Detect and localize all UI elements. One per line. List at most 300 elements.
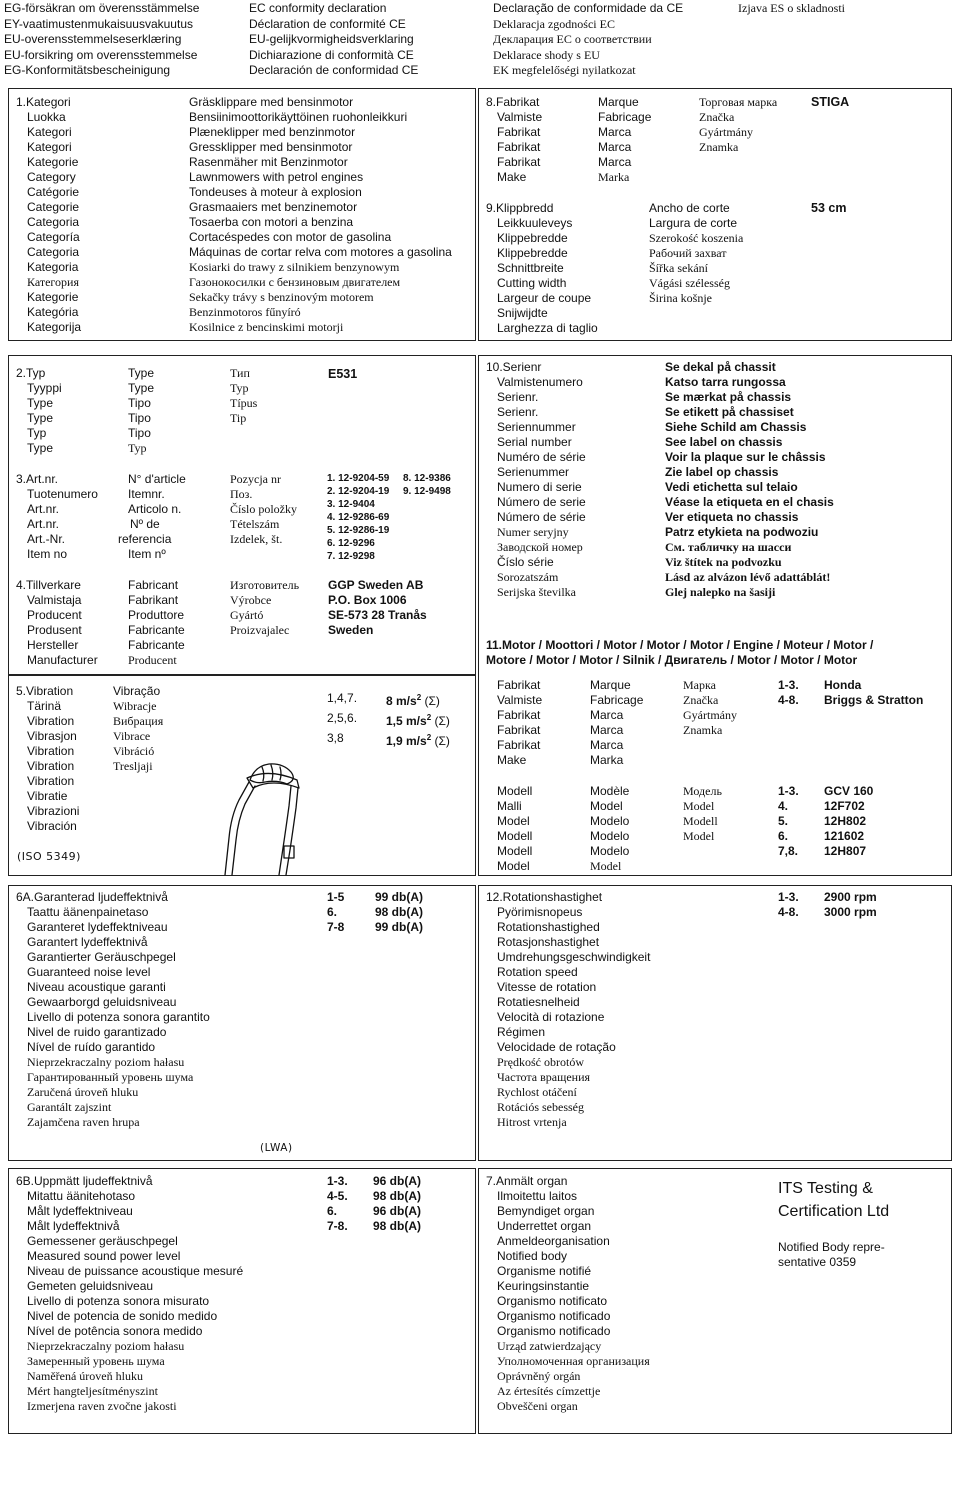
serial-label: Seriennummer [497,420,576,434]
measured-label: Nieprzekraczalny poziom hałasu [27,1339,185,1353]
serial-note: Véase la etiqueta en el chasis [665,495,834,509]
manufacturer-labels [16,578,98,668]
header-line: Izjava ES o skladnosti [738,1,845,15]
engine-model-value: 121602 [824,829,865,843]
noise-label: Garantierter Geräuschpegel [27,950,176,964]
category-labels [16,95,81,335]
art-number: 1. 12-9204-59 [327,473,390,484]
notified-label: Oprávněný orgán [497,1369,581,1383]
art-label: Nº de [130,517,160,531]
engine-make-range: 1-3. [778,678,799,692]
measured-label: Izmerjena raven zvočne jakosti [27,1399,177,1413]
serial-label: Serienr. [497,405,539,419]
notified-label: Organisme notifié [497,1264,592,1278]
type-label: Type [27,396,54,410]
engine-make-value: Briggs & Stratton [824,693,924,707]
vibration-label: Vibration [27,759,75,773]
type-labels [16,366,62,456]
rotation-label: Prędkość obrotów [497,1055,584,1069]
width-label: Largura de corte [649,216,738,230]
noise-range: 7-8 [327,920,345,934]
category-value: Tosaerba con motori a benzina [189,215,354,229]
category-label: Catégorie [27,185,80,199]
engine-make-label: Znamka [683,723,723,737]
rotation-label: Rotationshastighed [497,920,600,934]
engine-model-label: Model [590,799,623,813]
engine-make-label: Make [497,753,527,767]
manufacturer-address [328,578,427,638]
art-labels [16,472,98,562]
serial-label: Numéro de série [497,450,586,464]
art-values [327,472,389,563]
category-value: Газонокосилки с бензиновым двигателем [189,275,401,289]
art-number: 7. 12-9298 [327,551,375,562]
make-label: Gyártmány [699,125,753,139]
vibration-labels [16,684,79,834]
art-label: referencia [118,532,172,546]
address-line: SE-573 28 Tranås [328,608,427,622]
width-value: 53 cm [811,201,847,215]
category-value: Kosilnice z bencinskimi motorji [189,320,344,334]
measured-value: 96 db(A) [373,1174,421,1188]
header-line: Declaração de conformidade da CE [493,1,684,15]
type-label: Tip [230,411,247,425]
type-label: Type [128,381,155,395]
serial-label: Serienummer [497,465,570,479]
category-label: Categoría [27,230,80,244]
vibration-label: 5.Vibration [16,684,74,698]
type-label: Typ [230,381,249,395]
make-label: 8.Fabrikat [486,95,540,109]
noise-range: 6. [327,905,338,919]
vibration-range: 2,5,6. [327,711,358,725]
type-label: Tipo [128,426,151,440]
type-label: Тип [230,366,250,380]
type-label: Type [27,411,54,425]
rotation-label: Rotasjonshastighet [497,935,600,949]
art-number: 2. 12-9204-19 [327,486,390,497]
manufacturer-label: Fabrikant [128,593,179,607]
header-col-2 [249,1,418,79]
make-labels-3 [699,95,777,155]
header-col-3 [493,1,683,79]
notified-label: 7.Anmält organ [486,1174,568,1188]
category-label: Kategorie [27,290,79,304]
notified-body-number-line: Notified Body repre- [778,1240,885,1254]
header-line: Декларация ЕС о соответствии [493,32,652,46]
engine-model-nums [778,784,799,859]
rotation-label: Régimen [497,1025,546,1039]
manufacturer-label: Proizvajalec [230,623,290,637]
measured-label: Nível de potência sonora medido [27,1324,203,1338]
engine-model-label: Modelo [590,844,630,858]
notified-label: Organismo notificato [497,1294,608,1308]
serial-label: Número de serie [497,495,586,509]
measured-label: Nivel de potencia de sonido medido [27,1309,218,1323]
engine-model-labels [486,784,532,874]
notified-body-name [778,1177,889,1223]
address-line: GGP Sweden AB [328,578,424,592]
notified-label: Urząd zatwierdzający [497,1339,602,1353]
serial-note: Glej nalepko na šasiji [665,585,776,599]
art-label: Поз. [230,487,253,501]
serial-label: Numero di serie [497,480,582,494]
category-label: Kategori [27,125,72,139]
measured-label: Naměřená úroveň hluku [27,1369,143,1383]
manufacturer-label: Producent [27,608,82,622]
header-line: EU-gelijkvormigheidsverklaring [249,32,414,46]
art-label: N° d'article [128,472,186,486]
serial-note: Katso tarra rungossa [665,375,786,389]
type-label: Típus [230,396,258,410]
rotation-label: Pyörimisnopeus [497,905,583,919]
serial-label: Serijska številka [497,585,576,599]
noise-label: Niveau acoustique garanti [27,980,166,994]
engine-make-label: Fabrikat [497,678,541,692]
engine-model-label: Modelo [590,829,630,843]
engine-make-labels-3 [683,678,737,738]
engine-model-label: Model [683,799,715,813]
engine-make-label: Марка [683,678,716,692]
manufacturer-label: Výrobce [230,593,272,607]
type-value: E531 [328,367,358,381]
category-value: Grasmaaiers met benzinemotor [189,200,358,214]
serial-label: Numer seryjny [497,525,569,539]
engine-model-value: 12H802 [824,814,867,828]
measured-label: Mért hangteljesítményszint [27,1384,158,1398]
serial-label: Заводской номер [497,540,583,554]
engine-make-range: 4-8. [778,693,799,707]
header-line: Declaración de conformidad CE [249,63,419,77]
measured-label: Замеренный уровень шума [27,1354,165,1368]
serial-labels [486,360,586,600]
serial-note: Se mærkat på chassis [665,390,792,404]
serial-note: Se dekal på chassit [665,360,776,374]
lwa-label: (LWA) [260,1142,293,1154]
engine-make-label: Fabrikat [497,723,541,737]
rotation-label: Rotatiesnelheid [497,995,580,1009]
art-label: Item nº [128,547,166,561]
noise-label: 6A.Garanterad ljudeffektnivå [16,890,168,904]
measured-label: Livello di potenza sonora misurato [27,1294,210,1308]
address-line: P.O. Box 1006 [328,593,407,607]
make-label: Valmiste [497,110,543,124]
art-label: Tételszám [230,517,280,531]
category-label: Kategorie [27,155,79,169]
notified-body-number [778,1240,885,1270]
category-label: Kategória [27,305,79,319]
vibration-label: Vibration [27,714,75,728]
rotation-label: 12.Rotationshastighet [486,890,603,904]
make-label: Marque [598,95,639,109]
vibration-label: Vibración [27,819,77,833]
measured-value: 96 db(A) [373,1204,421,1218]
engine-make-labels-2 [590,678,643,768]
engine-title-line: Motore / Motor / Motor / Silnik / Двигатель / Motor / Motor / Motor [486,653,858,667]
manufacturer-labels-3 [230,578,299,638]
art-label: Art.nr. [27,517,60,531]
make-label: Fabricage [598,110,652,124]
art-label: Articolo n. [128,502,182,516]
art-number: 3. 12-9404 [327,499,375,510]
art-label: Art.nr. [27,502,60,516]
make-label: Znamka [699,140,739,154]
engine-make-values [824,678,923,708]
engine-title [486,638,873,668]
header-line: EK megfelelőségi nyilatkozat [493,63,636,77]
engine-make-label: Marque [590,678,631,692]
serial-label: Číslo série [497,555,554,569]
notified-label: Underrettet organ [497,1219,592,1233]
notified-label: Obveščeni organ [497,1399,578,1413]
serial-note: Viz štítek na podvozku [665,555,782,569]
width-label: Рабочий захват [649,246,727,260]
engine-model-value: 12F702 [824,799,865,813]
notified-body-labels [486,1174,650,1414]
measured-range: 7-8. [327,1219,348,1233]
serial-label: Serial number [497,435,572,449]
engine-model-label: Modell [497,784,533,798]
serial-note: Vedi etichetta sul telaio [665,480,798,494]
engine-model-range: 5. [778,814,789,828]
art-number: 5. 12-9286-19 [327,525,390,536]
serial-label: Serienr. [497,390,539,404]
measured-value: 98 db(A) [373,1219,421,1233]
serial-label: Valmistenumero [497,375,583,389]
notified-body-number-line: sentative 0359 [778,1255,857,1269]
width-label: Širina košnje [649,291,712,305]
engine-model-range: 1-3. [778,784,799,798]
iso-standard: (ISO 5349) [17,850,81,863]
measured-range: 6. [327,1204,338,1218]
make-label: Fabrikat [497,140,541,154]
engine-model-range: 7,8. [778,844,799,858]
vibration-label: Wibracje [113,699,157,713]
noise-label: Garantált zajszint [27,1100,112,1114]
notified-label: Notified body [497,1249,568,1263]
rotation-label: Rychlost otáčení [497,1085,577,1099]
type-label: Type [27,441,54,455]
engine-model-range: 6. [778,829,789,843]
category-label: Categoria [27,245,80,259]
vibration-value: 1,5 $m/s^2$ (Σ) [386,713,450,728]
width-label: 9.Klippbredd [486,201,554,215]
rotation-label: Rotációs sebesség [497,1100,584,1114]
type-label: Typ [27,426,47,440]
engine-model-label: Modelo [590,814,630,828]
notified-label: Ilmoitettu laitos [497,1189,578,1203]
art-labels-2 [118,472,186,562]
vibration-label: Vibratie [27,789,68,803]
category-value: Bensiinimoottorikäyttöinen ruohonleikkuri [189,110,408,124]
header-col-1 [4,1,199,79]
category-value: Gräsklippare med bensinmotor [189,95,354,109]
engine-make-value: Honda [824,678,862,692]
category-value: Benzinmotoros fűnyíró [189,305,301,319]
art-label: Číslo položky [230,502,298,516]
type-labels-2 [128,366,154,456]
notified-label: Keuringsinstantie [497,1279,590,1293]
vibration-label: Vibration [27,744,75,758]
serial-note: Lásd az alvázon lévő adattáblát! [665,570,831,584]
category-value: Máquinas de cortar relva com motores a gasolina [189,245,452,259]
header-line: EC conformity declaration [249,1,387,15]
manufacturer-label: Fabricante [128,623,185,637]
make-label: Make [497,170,527,184]
category-value: Kosiarki do trawy z silnikiem benzynowym [189,260,400,274]
manufacturer-label: Manufacturer [27,653,98,667]
width-labels-2 [649,201,743,306]
manufacturer-label: Produsent [27,623,82,637]
engine-make-nums [778,678,799,708]
header-line: EG-försäkran om överensstämmelse [4,1,200,15]
engine-model-label: Model [497,814,530,828]
art-label: Art.-Nr. [27,532,65,546]
manufacturer-label: Produttore [128,608,185,622]
engine-make-label: Marka [590,753,624,767]
engine-make-label: Valmiste [497,693,543,707]
rotation-ranges [778,890,799,920]
art-label: Izdelek, št. [230,532,283,546]
vibration-label: Вибрация [113,714,164,728]
vibration-range: 3,8 [327,731,344,745]
serial-notes [665,360,834,600]
width-label: Ancho de corte [649,201,730,215]
category-label: Categorie [27,200,80,214]
type-label: 2.Typ [16,366,46,380]
guaranteed-noise-labels [16,890,210,1130]
noise-label: Nível de ruído garantido [27,1040,156,1054]
vibration-label: Vibrasjon [27,729,77,743]
category-label: Kategoria [27,260,79,274]
noise-label: Zaručená úroveň hluku [27,1085,139,1099]
engine-make-label: Marca [590,708,624,722]
noise-label: Zajamčena raven hrupa [27,1115,140,1129]
engine-model-label: Modell [497,829,533,843]
art-number: 9. 12-9498 [403,486,451,497]
rotation-label: Частота вращения [497,1070,591,1084]
rotation-label: Velocità di rotazione [497,1010,605,1024]
engine-make-label: Marca [590,723,624,737]
type-label: Tipo [128,411,151,425]
vibration-label: Vibração [113,684,161,698]
rotation-label: Umdrehungsgeschwindigkeit [497,950,651,964]
type-labels-3 [230,366,257,426]
manufacturer-label: Gyártó [230,608,264,622]
rotation-value: 2900 rpm [824,890,877,904]
art-number: 4. 12-9286-69 [327,512,390,523]
noise-value: 99 db(A) [375,890,423,904]
vibration-label: Vibráció [113,744,155,758]
noise-label: Nieprzekraczalny poziom hałasu [27,1055,185,1069]
engine-model-label: Modèle [590,784,630,798]
make-labels [486,95,542,185]
vibration-label: Vibration [27,774,75,788]
category-value: Sekačky trávy s benzinovým motorem [189,290,374,304]
noise-value: 98 db(A) [375,905,423,919]
measured-label: 6B.Uppmätt ljudeffektnivå [16,1174,153,1188]
type-label: Type [128,366,155,380]
make-label: Fabrikat [497,155,541,169]
rotation-label: Vitesse de rotation [497,980,597,994]
type-label: Typ [128,441,147,455]
engine-model-range: 4. [778,799,789,813]
category-value: Rasenmäher mit Benzinmotor [189,155,348,169]
noise-label: Garanteret lydeffektniveau [27,920,168,934]
make-label: Marca [598,125,632,139]
serial-note: Siehe Schild am Chassis [665,420,807,434]
measured-range: 4-5. [327,1189,348,1203]
rotation-label: Rotation speed [497,965,578,979]
engine-make-label: Gyártmány [683,708,737,722]
measured-label: Målt lydeffektnivå [27,1219,120,1233]
vibration-label: Vibrace [113,729,151,743]
engine-model-label: Model [497,859,530,873]
address-line: Sweden [328,623,374,637]
header-line: Dichiarazione di conformità CE [249,47,414,62]
header-line: EU-overensstemmelseserklæring [4,32,182,46]
engine-model-value: GCV 160 [824,784,874,798]
type-label: Tipo [128,396,151,410]
serial-note: See label on chassis [665,435,783,449]
noise-label: Garantert lydeffektnivå [27,935,148,949]
make-label: Marka [598,170,630,184]
guaranteed-noise-values [375,890,423,935]
manufacturer-label: Fabricante [128,638,185,652]
width-label: Šířka sekání [649,261,708,275]
art-label: Item no [27,547,68,561]
category-value: Tondeuses à moteur à explosion [189,185,362,199]
engine-make-label: Fabrikat [497,738,541,752]
manufacturer-label: Hersteller [27,638,79,652]
manufacturer-label: Producent [128,653,177,667]
width-label: Largeur de coupe [497,291,592,305]
measured-range: 1-3. [327,1174,348,1188]
vibration-labels-2 [113,684,163,774]
serial-label: Sorozatszám [497,570,559,584]
measured-label: Gemessener geräuschpegel [27,1234,178,1248]
make-labels-2 [598,95,651,185]
category-label: Categoria [27,215,80,229]
serial-note: См. табличку на шасси [665,540,792,554]
header-line: EU-forsikring om overensstemmelse [4,47,198,62]
notified-label: Az értesítés címzettje [497,1384,601,1398]
rotation-label: Hitrost vrtenja [497,1115,567,1129]
noise-label: Livello di potenza sonora garantito [27,1010,210,1024]
header-line: EG-Konformitätsbescheinigung [4,63,171,77]
category-value: Cortacéspedes con motor de gasolina [189,230,392,244]
noise-range: 1-5 [327,890,345,904]
engine-model-values [824,784,873,859]
engine-make-label: Značka [683,693,719,707]
noise-label: Taattu äänenpainetaso [27,905,149,919]
engine-make-labels [486,678,542,768]
art-label: Tuotenumero [27,487,98,501]
serial-note: Se etikett på chassiset [665,405,794,419]
noise-value: 99 db(A) [375,920,423,934]
header-line: Deklaracja zgodności EC [493,16,615,31]
measured-label: Gemeten geluidsniveau [27,1279,154,1293]
vibration-range: 1,4,7. [327,691,358,705]
type-label: Tyyppi [27,381,62,395]
make-value: STIGA [811,95,850,109]
manufacturer-labels-2 [128,578,185,668]
measured-noise-values [373,1174,421,1234]
width-label: Klippebredde [497,246,568,260]
category-label: 1.Kategori [16,95,71,109]
art-values-2 [403,472,451,498]
make-label: Fabrikat [497,125,541,139]
